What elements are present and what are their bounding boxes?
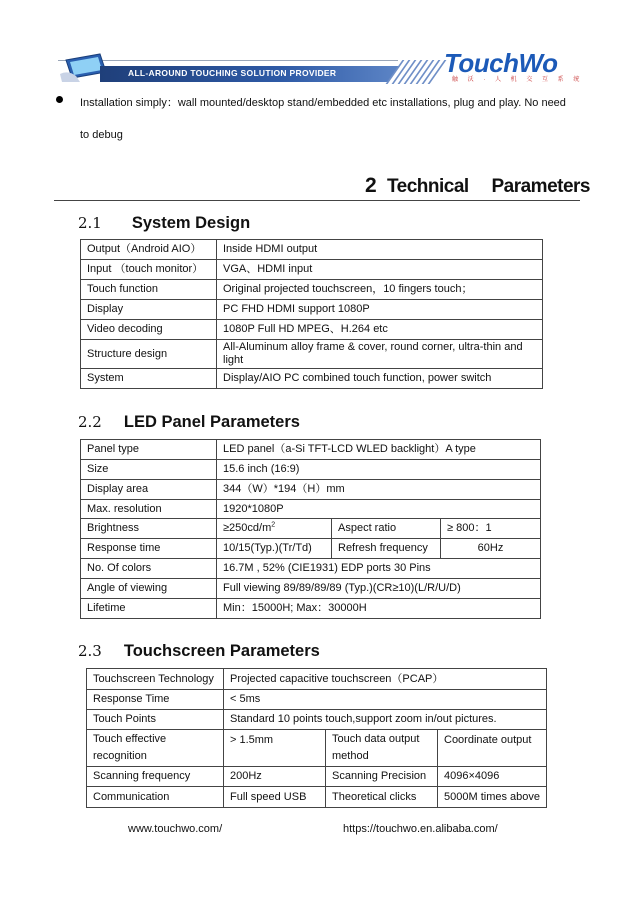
intro-line-2: to debug xyxy=(80,129,123,141)
row-value-2: 4096×4096 xyxy=(438,767,547,787)
row-value: LED panel（a-Si TFT-LCD WLED backlight）A type xyxy=(217,440,541,460)
footer-website-link[interactable]: www.touchwo.com/ xyxy=(128,823,223,835)
table-row xyxy=(81,539,541,559)
row-label: Video decoding xyxy=(81,320,217,340)
row-value: Full speed USB xyxy=(224,787,326,808)
table-row xyxy=(81,440,541,460)
table-row xyxy=(87,767,547,787)
touchscreen-table xyxy=(86,668,547,808)
row-value: Original projected touchscreen，10 fingers touch； xyxy=(217,280,543,300)
row-value: 1080P Full HD MPEG、H.264 etc xyxy=(217,320,543,340)
section-title: LED Panel Parameters xyxy=(123,413,300,431)
logo-subtitle: 触 沃 · 人 机 交 互 系 统 xyxy=(452,77,584,83)
table-row xyxy=(81,280,543,300)
intro-line-1: Installation simply：wall mounted/desktop stand/embedded etc installations, plug and play. No need xyxy=(80,97,566,109)
table-row xyxy=(87,710,547,730)
row-label-2: Aspect ratio xyxy=(332,519,441,539)
section-2-2-heading xyxy=(78,413,300,432)
row-label: Display area xyxy=(81,480,217,500)
row-value-2: 5000M times above xyxy=(438,787,547,808)
row-label-2: Refresh frequency xyxy=(332,539,441,559)
row-value-2: 60Hz xyxy=(441,539,541,559)
table-row xyxy=(81,260,543,280)
row-label: Touch function xyxy=(81,280,217,300)
row-value: Inside HDMI output xyxy=(217,240,543,260)
table-row xyxy=(81,300,543,320)
row-label: Communication xyxy=(87,787,224,808)
brightness-value: ≥250cd/m xyxy=(223,522,272,534)
row-value: 1920*1080P xyxy=(217,500,541,519)
row-label: Size xyxy=(81,460,217,480)
row-value: VGA、HDMI input xyxy=(217,260,543,280)
row-label: Display xyxy=(81,300,217,320)
row-label: System xyxy=(81,369,217,389)
row-value: Standard 10 points touch,support zoom in/out pictures. xyxy=(224,710,547,730)
row-value: Min：15000H; Max：30000H xyxy=(217,599,541,619)
section-number: 2.2 xyxy=(78,413,102,431)
row-value: Full viewing 89/89/89/89 (Typ.)(CR≥10)(L/R/U/D) xyxy=(217,579,541,599)
row-value xyxy=(217,519,332,539)
row-value: 10/15(Typ.)(Tr/Td) xyxy=(217,539,332,559)
row-value: All-Aluminum alloy frame & cover, round corner, ultra-thin and light xyxy=(217,340,543,369)
table-row xyxy=(81,559,541,579)
row-label: Structure design xyxy=(81,340,217,369)
table-row xyxy=(81,579,541,599)
chapter-rule xyxy=(54,200,580,201)
row-label-2: Touch data output method xyxy=(326,730,438,767)
section-2-3-heading xyxy=(78,642,320,661)
row-label: No. Of colors xyxy=(81,559,217,579)
row-value: 344（W）*194（H）mm xyxy=(217,480,541,500)
bullet-icon xyxy=(56,96,63,103)
table-row xyxy=(81,500,541,519)
row-label: Scanning frequency xyxy=(87,767,224,787)
row-label: Touchscreen Technology xyxy=(87,669,224,690)
table-row xyxy=(87,730,547,767)
row-value-2: Coordinate output xyxy=(438,730,547,767)
table-row xyxy=(87,787,547,808)
row-value: PC FHD HDMI support 1080P xyxy=(217,300,543,320)
chapter-heading xyxy=(365,174,590,198)
system-design-table xyxy=(80,239,543,389)
table-row xyxy=(81,519,541,539)
touchwo-logo: TouchWo xyxy=(444,48,558,78)
row-value: 200Hz xyxy=(224,767,326,787)
section-2-1-heading xyxy=(78,214,250,233)
section-number: 2.3 xyxy=(78,642,102,660)
row-label: Output（Android AIO） xyxy=(81,240,217,260)
chapter-word-1: Technical xyxy=(386,176,469,197)
row-label: Input （touch monitor） xyxy=(81,260,217,280)
table-row xyxy=(87,669,547,690)
table-row xyxy=(81,460,541,480)
chapter-word-2: Parameters xyxy=(491,176,591,197)
row-value: Display/AIO PC combined touch function, power switch xyxy=(217,369,543,389)
row-label: Max. resolution xyxy=(81,500,217,519)
footer-alibaba-link[interactable]: https://touchwo.en.alibaba.com/ xyxy=(343,823,498,835)
table-row xyxy=(81,340,543,369)
row-label: Response Time xyxy=(87,690,224,710)
row-label: Touch effective recognition xyxy=(87,730,224,767)
section-title: System Design xyxy=(131,214,251,232)
table-row xyxy=(81,369,543,389)
row-value-2: ≥ 800：1 xyxy=(441,519,541,539)
led-panel-table xyxy=(80,439,541,619)
brightness-superscript: 2 xyxy=(271,521,276,529)
row-label: Brightness xyxy=(81,519,217,539)
row-value: < 5ms xyxy=(224,690,547,710)
table-row xyxy=(81,240,543,260)
row-label: Angle of viewing xyxy=(81,579,217,599)
row-label: Touch Points xyxy=(87,710,224,730)
row-label-2: Scanning Precision xyxy=(326,767,438,787)
row-label: Panel type xyxy=(81,440,217,460)
table-row xyxy=(87,690,547,710)
row-label: Lifetime xyxy=(81,599,217,619)
row-value: 15.6 inch (16:9) xyxy=(217,460,541,480)
header-stripes xyxy=(388,60,450,84)
banner-text: ALL-AROUND TOUCHING SOLUTION PROVIDER xyxy=(128,68,337,78)
row-label-2: Theoretical clicks xyxy=(326,787,438,808)
table-row xyxy=(81,480,541,500)
section-number: 2.1 xyxy=(78,214,102,232)
row-value: 16.7M , 52% (CIE1931) EDP ports 30 Pins xyxy=(217,559,541,579)
table-row xyxy=(81,599,541,619)
row-value: > 1.5mm xyxy=(224,730,326,767)
row-value: Projected capacitive touchscreen（PCAP） xyxy=(224,669,547,690)
chapter-number: 2 xyxy=(365,174,377,197)
section-title: Touchscreen Parameters xyxy=(123,642,320,660)
table-row xyxy=(81,320,543,340)
row-label: Response time xyxy=(81,539,217,559)
